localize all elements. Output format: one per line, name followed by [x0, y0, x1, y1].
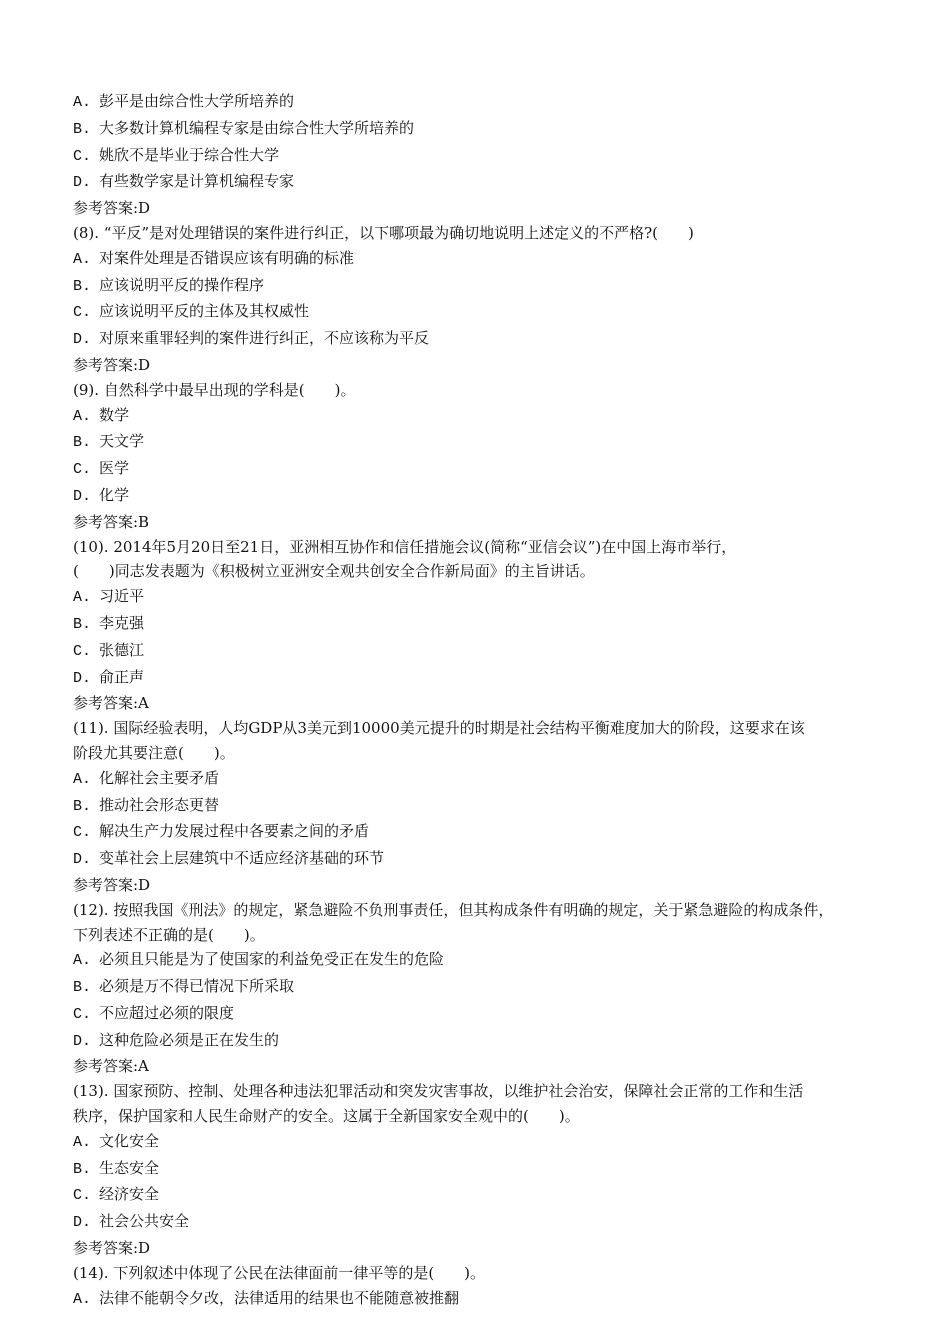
option-text: 解决生产力发展过程中各要素之间的矛盾	[99, 822, 370, 841]
question-stem: 阶段尤其要注意( )。	[73, 743, 235, 762]
exam-page	[73, 89, 888, 1312]
option-c	[73, 1182, 888, 1209]
option-c	[73, 638, 888, 665]
option-d	[73, 846, 888, 873]
option-letter: D.	[73, 1214, 92, 1232]
option-a	[73, 246, 888, 273]
option-c	[73, 819, 888, 846]
option-text: 数学	[99, 405, 130, 424]
option-letter: A.	[73, 1290, 92, 1308]
option-letter: C.	[73, 461, 92, 479]
option-letter: A.	[73, 952, 92, 970]
option-a	[73, 1286, 888, 1313]
lead-option-c	[73, 143, 888, 170]
option-text: 不应超过必须的限度	[99, 1003, 235, 1022]
option-text: 彭平是由综合性大学所培养的	[99, 92, 295, 110]
option-a	[73, 947, 888, 974]
option-text: 必须且只能是为了使国家的利益免受正在发生的危险	[99, 950, 445, 969]
option-letter: D.	[73, 331, 92, 349]
question-stem: (8). “平反”是对处理错误的案件进行纠正，以下哪项最为确切地说明上述定义的不严格?( )	[73, 223, 694, 242]
question-stem: (12). 按照我国《刑法》的规定，紧急避险不负刑事责任，但其构成条件有明确的规定，关于紧急避险的构成条件，	[73, 900, 834, 919]
option-letter: D.	[73, 174, 92, 192]
option-c	[73, 1001, 888, 1028]
option-text: 变革社会上层建筑中不适应经济基础的环节	[99, 849, 385, 868]
question-stem: ( )同志发表题为《积极树立亚洲安全观共创安全合作新局面》的主旨讲话。	[73, 562, 595, 581]
option-letter: B.	[73, 1160, 92, 1178]
option-letter: C.	[73, 1187, 92, 1205]
option-text: 文化安全	[99, 1131, 160, 1150]
question-stem: (13). 国家预防、控制、处理各种违法犯罪活动和突发灾害事故，以维护社会治安，保障社会正常的工作和生活	[73, 1082, 804, 1101]
option-d	[73, 483, 888, 510]
option-a	[73, 766, 888, 793]
option-text: 李克强	[99, 613, 145, 632]
option-text: 应该说明平反的操作程序	[99, 275, 265, 294]
option-letter: C.	[73, 824, 92, 842]
option-b	[73, 974, 888, 1001]
option-letter: C.	[73, 147, 92, 165]
option-c	[73, 456, 888, 483]
option-letter: C.	[73, 642, 92, 660]
option-letter: A.	[73, 94, 92, 111]
question-stem: (11). 国际经验表明，人均GDP从3美元到10000美元提升的时期是社会结构平衡难度加大的阶段，这要求在该	[73, 719, 805, 738]
lead-option-d	[73, 169, 888, 196]
option-d	[73, 326, 888, 353]
option-text: 对原来重罪轻判的案件进行纠正，不应该称为平反	[99, 329, 430, 348]
option-d	[73, 1209, 888, 1236]
option-letter: B.	[73, 120, 92, 138]
option-c	[73, 299, 888, 326]
reference-answer: 参考答案:D	[73, 355, 151, 374]
option-text: 必须是万不得已情况下所采取	[99, 977, 295, 996]
option-letter: B.	[73, 615, 92, 633]
question-stem: (9). 自然科学中最早出现的学科是( )。	[73, 380, 356, 399]
reference-answer: 参考答案:D	[73, 875, 151, 894]
option-a	[73, 1129, 888, 1156]
option-text: 医学	[99, 459, 130, 478]
option-letter: C.	[73, 1005, 92, 1023]
option-text: 应该说明平反的主体及其权威性	[99, 302, 310, 321]
option-text: 生态安全	[99, 1158, 160, 1177]
option-text: 这种危险必须是正在发生的	[99, 1030, 280, 1049]
option-text: 化学	[99, 485, 130, 504]
option-text: 姚欣不是毕业于综合性大学	[99, 145, 280, 164]
lead-option-b	[73, 116, 888, 143]
option-text: 天文学	[99, 432, 145, 451]
option-a	[73, 584, 888, 611]
option-letter: B.	[73, 797, 92, 815]
question-stem: 秩序，保护国家和人民生命财产的安全。这属于全新国家安全观中的( )。	[73, 1107, 580, 1126]
option-b	[73, 611, 888, 638]
question-stem: (10). 2014年5月20日至21日，亚洲相互协作和信任措施会议(简称“亚信会议”)在中国上海市举行，	[73, 537, 737, 556]
option-text: 张德江	[99, 640, 145, 659]
reference-answer: 参考答案:D	[73, 199, 151, 218]
option-letter: C.	[73, 304, 92, 322]
option-text: 推动社会形态更替	[99, 795, 220, 814]
reference-answer: 参考答案:A	[73, 1057, 149, 1076]
lead-option-a	[73, 89, 888, 116]
option-b	[73, 793, 888, 820]
option-text: 化解社会主要矛盾	[99, 768, 220, 787]
option-b	[73, 429, 888, 456]
option-letter: D.	[73, 487, 92, 505]
option-text: 习近平	[99, 587, 145, 606]
option-text: 俞正声	[99, 667, 145, 686]
question-stem: 下列表述不正确的是( )。	[73, 925, 265, 944]
reference-answer: 参考答案:B	[73, 512, 150, 531]
question-stem: (14). 下列叙述中体现了公民在法律面前一律平等的是( )。	[73, 1263, 486, 1282]
option-text: 大多数计算机编程专家是由综合性大学所培养的	[99, 118, 415, 137]
option-letter: D.	[73, 669, 92, 687]
option-letter: B.	[73, 434, 92, 452]
option-b	[73, 273, 888, 300]
option-b	[73, 1156, 888, 1183]
option-text: 有些数学家是计算机编程专家	[99, 172, 295, 191]
option-text: 对案件处理是否错误应该有明确的标准	[99, 248, 355, 267]
option-letter: D.	[73, 1032, 92, 1050]
option-letter: A.	[73, 770, 92, 788]
option-letter: D.	[73, 851, 92, 869]
option-letter: A.	[73, 589, 92, 607]
option-a	[73, 403, 888, 430]
option-d	[73, 665, 888, 692]
reference-answer: 参考答案:A	[73, 694, 149, 713]
option-text: 经济安全	[99, 1185, 160, 1204]
option-letter: A.	[73, 407, 92, 425]
option-text: 社会公共安全	[99, 1212, 190, 1231]
option-letter: A.	[73, 250, 92, 268]
option-text: 法律不能朝令夕改，法律适用的结果也不能随意被推翻	[99, 1288, 460, 1307]
option-d	[73, 1028, 888, 1055]
reference-answer: 参考答案:D	[73, 1239, 151, 1258]
option-letter: B.	[73, 979, 92, 997]
option-letter: A.	[73, 1133, 92, 1151]
option-letter: B.	[73, 277, 92, 295]
